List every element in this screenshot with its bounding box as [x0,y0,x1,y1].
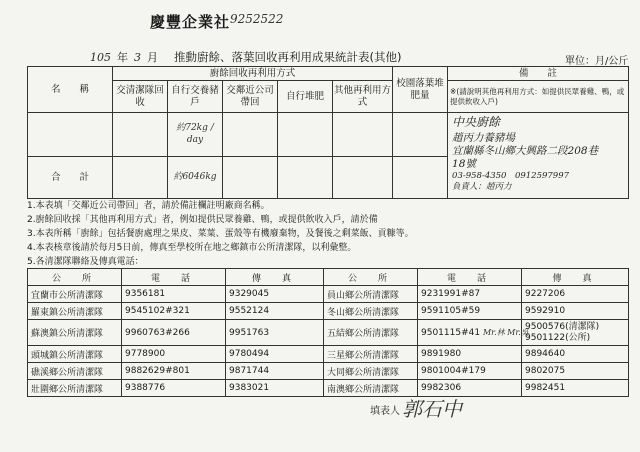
table-row [28,363,629,380]
filler-label: 填表人 [370,406,400,417]
remarks-content [448,113,629,199]
table-row [28,286,629,303]
row-compost-cell [278,113,333,157]
method-col-compost: 自行堆肥 [278,81,333,113]
method-col-nearby-company: 交鄰近公司帶回 [223,81,278,113]
name-header: 名 稱 [28,67,113,113]
fax-number: 9802075 [522,363,629,380]
contact-header-office: 公 所 [324,269,418,286]
note-line: 3.本表所稱「廚餘」包括餐廚處理之果皮、菜葉、蛋殼等有機廢棄物，及餐後之剩菜飯、貢糠等。 [27,229,414,239]
phone-number: 9778900 [122,346,226,363]
month-value: 3 [134,51,141,64]
contact-header-office: 公 所 [28,269,122,286]
remark-line: 負責人：趙丙力 [452,182,512,192]
fax-number: 9780494 [226,346,324,363]
fax-number: 9227206 [522,286,629,303]
remark-line: 03-958-4350 0912597997 [452,171,570,182]
method-col-other: 其他再利用方式 [333,81,393,113]
fax-number-cell [522,320,629,346]
office-name: 三星鄉公所清潔隊 [324,346,418,363]
fax-number: 9552124 [226,303,324,320]
fax-number: 9951763 [226,320,324,346]
total-cleaning-cell [113,157,168,199]
form-title-row [90,49,401,65]
remarks-header: 備 註 [448,67,629,81]
row-company-cell [223,113,278,157]
contact-header-fax: 傳 真 [226,269,324,286]
note-line: 1.本表填「交鄰近公司帶回」者，請於備註欄註明廠商名稱。 [27,201,270,211]
fax-number: 9592910 [522,303,629,320]
table-row [28,380,629,397]
office-name: 大同鄉公所清潔隊 [324,363,418,380]
row-name-cell [28,113,113,157]
office-name: 頭城鎮公所清潔隊 [28,346,122,363]
remarks-note: ※(請說明其他再利用方式：如提供民眾養雞、鴨，或提供飲收入戶) [448,81,629,113]
row-cleaning-cell [113,113,168,157]
note-line: 4.本表核章後請於每月5日前，傳真至學校所在地之鄉鎮市公所清潔隊，以利彙整。 [27,243,357,253]
total-pig-farmer-value: 約6046kg [168,157,223,199]
phone-number: 9891980 [418,346,522,363]
month-suffix: 月 [147,51,158,64]
contact-table [27,268,629,397]
fax-number: 9500576(清潔隊) [525,321,600,332]
remark-line: 18號 [452,158,476,171]
office-name: 員山鄉公所清潔隊 [324,286,418,303]
fax-number: 9871744 [226,363,324,380]
company-number: 9252522 [230,12,284,26]
phone-number: 9960763#266 [122,320,226,346]
method-col-pig-farmer: 自行交養豬戶 [168,81,223,113]
filler-signature: 郭石中 [402,397,462,421]
phone-number: 9356181 [122,286,226,303]
form-title: 推動廚餘、落葉回收再利用成果統計表(其他) [174,50,402,64]
total-company-cell [223,157,278,199]
fax-number: 9383021 [226,380,324,397]
fax-number-secondary: 9501122(公所) [525,332,591,343]
campus-leaf-header: 校園落葉堆肥量 [393,67,448,113]
total-label: 合 計 [28,157,113,199]
phone-number: 9231991#87 [418,286,522,303]
remark-line: 宜蘭縣冬山鄉大興路二段208巷 [452,145,599,158]
method-header: 廚餘回收再利用方式 [113,67,393,81]
phone-number: 9591105#59 [418,303,522,320]
phone-number: 9388776 [122,380,226,397]
remark-line: 趙丙力養豬場 [452,132,516,144]
notes-section [27,199,628,269]
office-name: 蘇澳鎮公所清潔隊 [28,320,122,346]
phone-number-cell [418,320,529,346]
note-line: 2.廚餘回收採「其他再利用方式」者，例如提供民眾養雞、鴨，或提供飲收入戶，請於備 [27,215,378,225]
row-leaf-cell [393,113,448,157]
table-row [28,320,629,346]
row-other-cell [333,113,393,157]
phone-number: 9982306 [418,380,522,397]
phone-number: 9801004#179 [418,363,522,380]
office-name: 羅東鎮公所清潔隊 [28,303,122,320]
recycling-table [27,66,629,199]
phone-number: 9501115#41 [421,328,481,338]
phone-number: 9545102#321 [122,303,226,320]
contact-header-fax: 傳 真 [522,269,629,286]
contact-header-phone: 電 話 [418,269,522,286]
office-name: 礁溪鄉公所清潔隊 [28,363,122,380]
row-pig-farmer-value: 約72kg / day [168,113,223,157]
office-name: 南澳鄉公所清潔隊 [324,380,418,397]
office-name: 五結鄉公所清潔隊 [324,320,418,346]
fax-number: 9894640 [522,346,629,363]
phone-number: 9882629#801 [122,363,226,380]
remark-line: 中央廚餘 [452,115,501,129]
table-row [28,303,629,320]
note-line: 5.各清潔隊聯絡及傳真電話： [27,257,144,267]
fax-number: 9329045 [226,286,324,303]
phone-contact-note: Mr.林 Mr.吳 [482,328,529,337]
office-name: 冬山鄉公所清潔隊 [324,303,418,320]
unit-label: 單位：月/公斤 [565,56,629,67]
total-other-cell [333,157,393,199]
contact-header-phone: 電 話 [122,269,226,286]
year-value: 105 [90,51,111,64]
total-leaf-cell [393,157,448,199]
total-compost-cell [278,157,333,199]
method-col-cleaning-team: 交清潔隊回收 [113,81,168,113]
table-row [28,346,629,363]
company-name: 慶豐企業社 [150,13,231,31]
fax-number: 9982451 [522,380,629,397]
year-suffix: 年 [117,51,128,64]
office-name: 壯圍鄉公所清潔隊 [28,380,122,397]
office-name: 宜蘭市公所清潔隊 [28,286,122,303]
